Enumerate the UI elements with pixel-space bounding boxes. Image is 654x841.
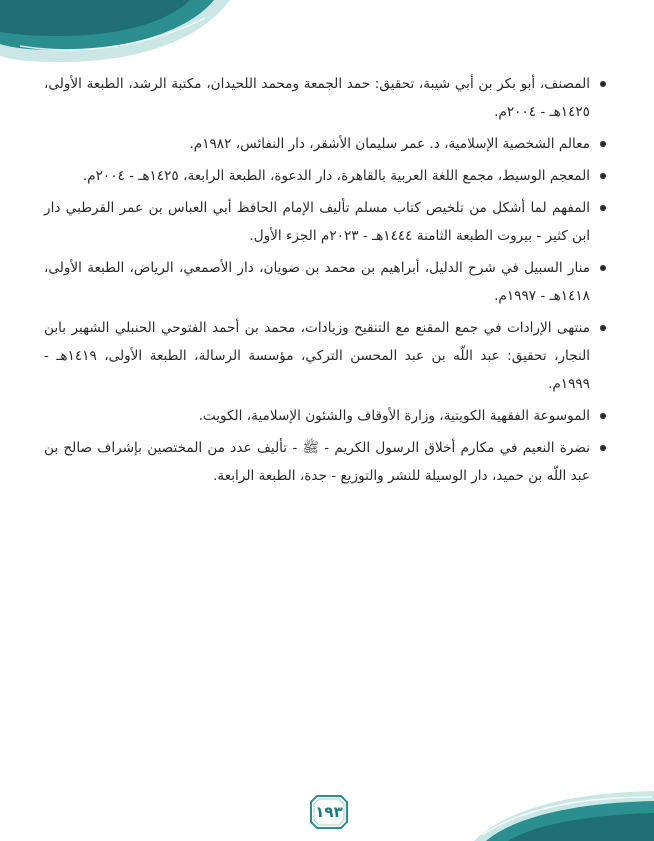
- bottom-corner-wave-ornament: [474, 771, 654, 841]
- page-number: ١٩٣: [315, 803, 343, 821]
- page-number-badge: [309, 794, 349, 830]
- reference-item: نضرة النعيم في مكارم أخلاق الرسول الكريم - ﷺ - تأليف عدد من المختصين بإشراف صالح بن عبد اللّه بن حميد، دار الوسيلة للنشر والتوزيع - جدة، الطبعة الرابعة.: [44, 434, 608, 490]
- top-corner-wave-ornament: [0, 0, 230, 72]
- reference-item: الموسوعة الفقهية الكويتية، وزارة الأوقاف والشئون الإسلامية، الكويت.: [44, 402, 608, 430]
- references-list: [44, 70, 608, 494]
- reference-item: منار السبيل في شرح الدليل، أبراهيم بن محمد بن ضويان، دار الأصمعي، الرياض، الطبعة الأولى، ١٤١٨هـ - ١٩٩٧م.: [44, 254, 608, 310]
- reference-item: معالم الشخصية الإسلامية، د. عمر سليمان الأشقر، دار النفائس، ١٩٨٢م.: [44, 130, 608, 158]
- reference-item: المعجم الوسيط، مجمع اللغة العربية بالقاهرة، دار الدعوة، الطبعة الرابعة، ١٤٢٥هـ - ٢٠٠٤م.: [44, 162, 608, 190]
- reference-item: منتهى الإرادات في جمع المقنع مع التنقيح وزيادات، محمد بن أحمد الفتوحي الحنبلي الشهير بابن النجار، تحقيق: عبد اللّه بن عبد المحسن التركي، مؤسسة الرسالة، الطبعة الأولى، ١٤١٩هـ - ١٩٩٩م.: [44, 314, 608, 398]
- reference-item: المفهم لما أشكل من تلخيص كتاب مسلم تأليف الإمام الحافظ أبي العباس بن عمر القرطبي دار ابن كثير - بيروت الطبعة الثامنة ١٤٤٤هـ - ٢٠٢٣م الجزء الأول.: [44, 194, 608, 250]
- reference-item: المصنف، أبو بكر بن أبي شيبة، تحقيق: حمد الجمعة ومحمد اللحيدان، مكتبة الرشد، الطبعة الأولى، ١٤٢٥هـ - ٢٠٠٤م.: [44, 70, 608, 126]
